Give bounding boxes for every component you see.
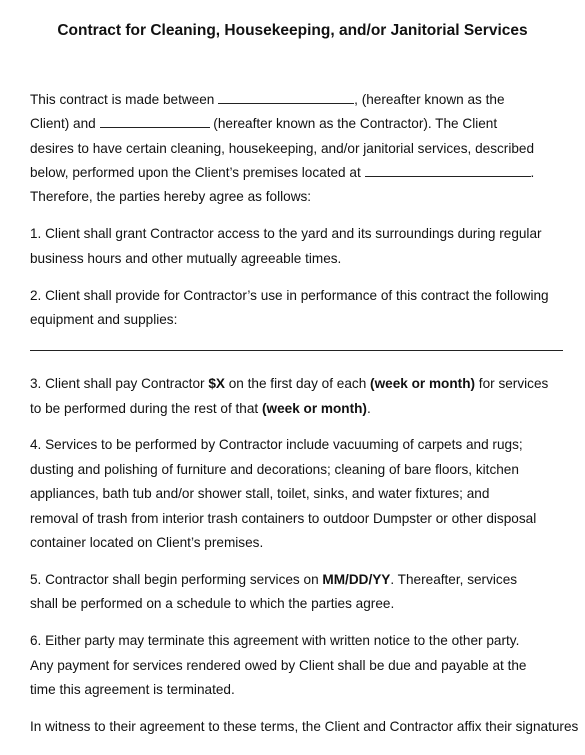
equipment-supplies-blank[interactable] (30, 350, 563, 351)
intro-line-3: desires to have certain cleaning, housekeeping, and/or janitorial services, described (30, 141, 535, 156)
item-3-text: on the first day of each (224, 376, 371, 391)
intro-line-1 (30, 91, 505, 109)
item-6-line-3: time this agreement is terminated. (30, 682, 235, 697)
item-3-text: to be performed during the rest of that (30, 401, 262, 416)
payment-amount: $X (208, 376, 225, 391)
contractor-name-blank[interactable] (100, 115, 210, 128)
item-6-line-1: 6. Either party may terminate this agreement with written notice to the other party. (30, 633, 520, 648)
item-3-line-1 (30, 375, 548, 393)
intro-text: (hereafter known as the Contractor). The Client (209, 116, 498, 131)
intro-line-2 (30, 115, 497, 133)
item-3-line-2 (30, 400, 371, 418)
intro-text: , (hereafter known as the (354, 92, 505, 107)
item-4-line-3: appliances, bath tub and/or shower stall, toilet, sinks, and water fixtures; and (30, 486, 490, 501)
intro-text: . (530, 165, 535, 180)
item-4-line-2: dusting and polishing of furniture and decorations; cleaning of bare floors, kitchen (30, 462, 519, 477)
document-title: Contract for Cleaning, Housekeeping, and/or Janitorial Services (57, 22, 528, 39)
item-3-text: 3. Client shall pay Contractor (30, 376, 209, 391)
intro-text: This contract is made between (30, 92, 219, 107)
item-5-text: 5. Contractor shall begin performing services on (30, 572, 323, 587)
item-4-line-5: container located on Client’s premises. (30, 535, 264, 550)
item-3-text: for services (475, 376, 549, 391)
intro-text: below, performed upon the Client’s premises located at (30, 165, 365, 180)
intro-text: Client) and (30, 116, 100, 131)
premises-address-blank[interactable] (365, 164, 531, 177)
start-date: MM/DD/YY (322, 572, 391, 587)
item-5-text: . Thereafter, services (390, 572, 518, 587)
witness-line: In witness to their agreement to these terms, the Client and Contractor affix their signatures (30, 719, 579, 734)
item-3-text: . (366, 401, 371, 416)
intro-line-5: Therefore, the parties hereby agree as follows: (30, 189, 312, 204)
item-4-line-1: 4. Services to be performed by Contractor include vacuuming of carpets and rugs; (30, 437, 523, 452)
item-2-line-2: equipment and supplies: (30, 312, 178, 327)
item-1-line-2: business hours and other mutually agreeable times. (30, 251, 342, 266)
item-1-line-1: 1. Client shall grant Contractor access to the yard and its surroundings during regular (30, 226, 542, 241)
intro-line-4 (30, 164, 534, 182)
client-name-blank[interactable] (218, 91, 354, 104)
item-5-line-1 (30, 571, 517, 589)
service-period: (week or month) (261, 401, 367, 416)
item-6-line-2: Any payment for services rendered owed by Client shall be due and payable at the (30, 658, 527, 673)
payment-period: (week or month) (370, 376, 476, 391)
item-4-line-4: removal of trash from interior trash containers to outdoor Dumpster or other disposal (30, 511, 537, 526)
item-2-line-1: 2. Client shall provide for Contractor’s use in performance of this contract the following (30, 288, 549, 303)
item-5-line-2: shall be performed on a schedule to which the parties agree. (30, 596, 395, 611)
